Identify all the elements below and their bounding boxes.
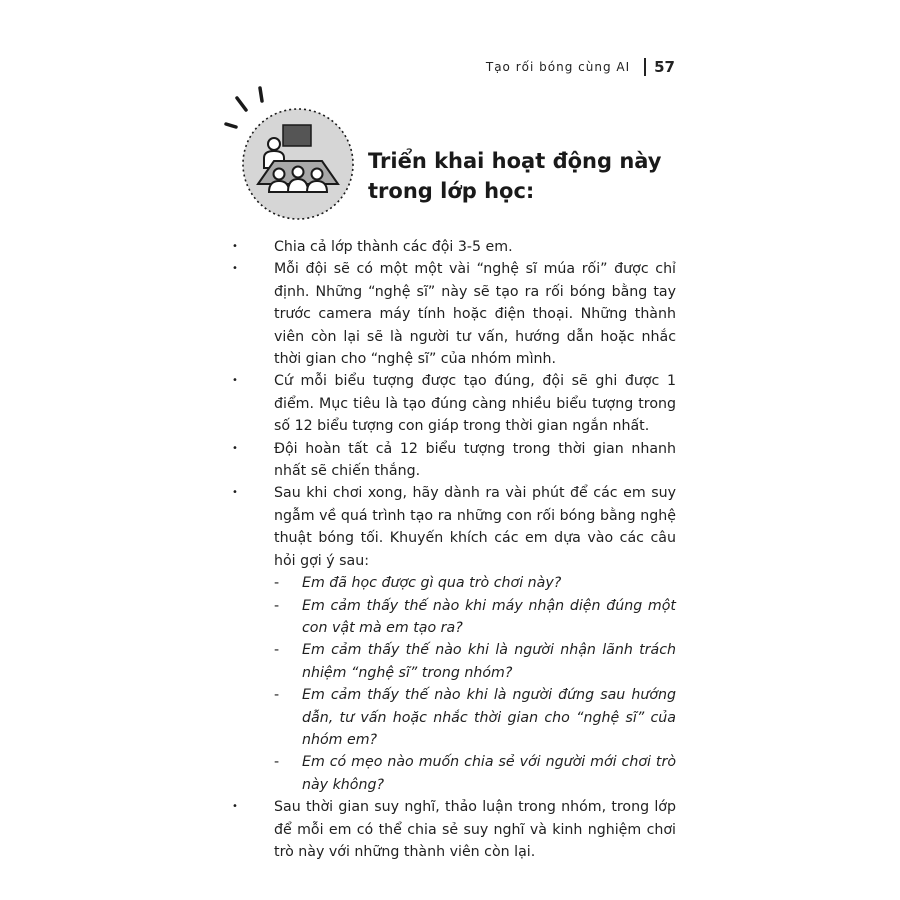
header-separator <box>644 58 646 76</box>
list-item <box>228 796 676 863</box>
list-item-text: Cứ mỗi biểu tượng được tạo đúng, đội sẽ ghi được 1 điểm. Mục tiêu là tạo đúng càng nhiều biểu tượng trong số 12 biểu tượng con giáp trong thời gian ngắn nhất. <box>274 373 676 435</box>
running-header <box>486 58 675 76</box>
list-item <box>228 236 676 258</box>
list-item-text: Mỗi đội sẽ có một một vài “nghệ sĩ múa rối” được chỉ định. Những “nghệ sĩ” này sẽ tạo ra rối bóng bằng tay trước camera máy tính hoặc điện thoại. Những thành viên còn lại sẽ là người tư vấn, hướng dẫn hoặc nhắc thời gian cho “nghệ sĩ” của nhóm mình. <box>274 261 676 368</box>
list-item-text: Đội hoàn tất cả 12 biểu tượng trong thời gian nhanh nhất sẽ chiến thắng. <box>274 440 676 480</box>
instructions-body <box>228 236 676 863</box>
question-item: - Em cảm thấy thế nào khi máy nhận diện đúng một con vật mà em tạo ra? <box>274 595 676 640</box>
running-title: Tạo rối bóng cùng AI <box>485 60 631 74</box>
list-item <box>228 482 676 796</box>
list-item <box>228 258 676 370</box>
section-title-line-2: trong lớp học: <box>368 179 535 203</box>
classroom-icon <box>218 84 358 224</box>
reflection-questions <box>274 572 676 796</box>
list-item-text: Sau khi chơi xong, hãy dành ra vài phút để các em suy ngẫm về quá trình tạo ra những con rối bóng bằng nghệ thuật bóng tối. Khuyến khích các em dựa vào các câu hỏi gợi ý sau: <box>274 485 676 569</box>
question-item: - Em cảm thấy thế nào khi là người nhận lãnh trách nhiệm “nghệ sĩ” trong nhóm? <box>274 639 676 684</box>
list-item <box>228 370 676 437</box>
list-item-text: Sau thời gian suy nghĩ, thảo luận trong nhóm, trong lớp để mỗi em có thể chia sẻ suy nghĩ và kinh nghiệm chơi trò này với những thành viên còn lại. <box>274 799 676 860</box>
section-title-line-1: Triển khai hoạt động này <box>368 149 662 173</box>
question-item: - Em đã học được gì qua trò chơi này? <box>274 572 676 594</box>
page-number: 57 <box>654 58 675 76</box>
instruction-list <box>228 236 676 863</box>
section-title <box>368 146 668 206</box>
list-item-text: Chia cả lớp thành các đội 3-5 em. <box>274 239 513 255</box>
question-item: - Em cảm thấy thế nào khi là người đứng sau hướng dẫn, tư vấn hoặc nhắc thời gian cho “nghệ sĩ” của nhóm em? <box>274 684 676 751</box>
question-item: - Em có mẹo nào muốn chia sẻ với người mới chơi trò này không? <box>274 751 676 796</box>
list-item <box>228 438 676 483</box>
